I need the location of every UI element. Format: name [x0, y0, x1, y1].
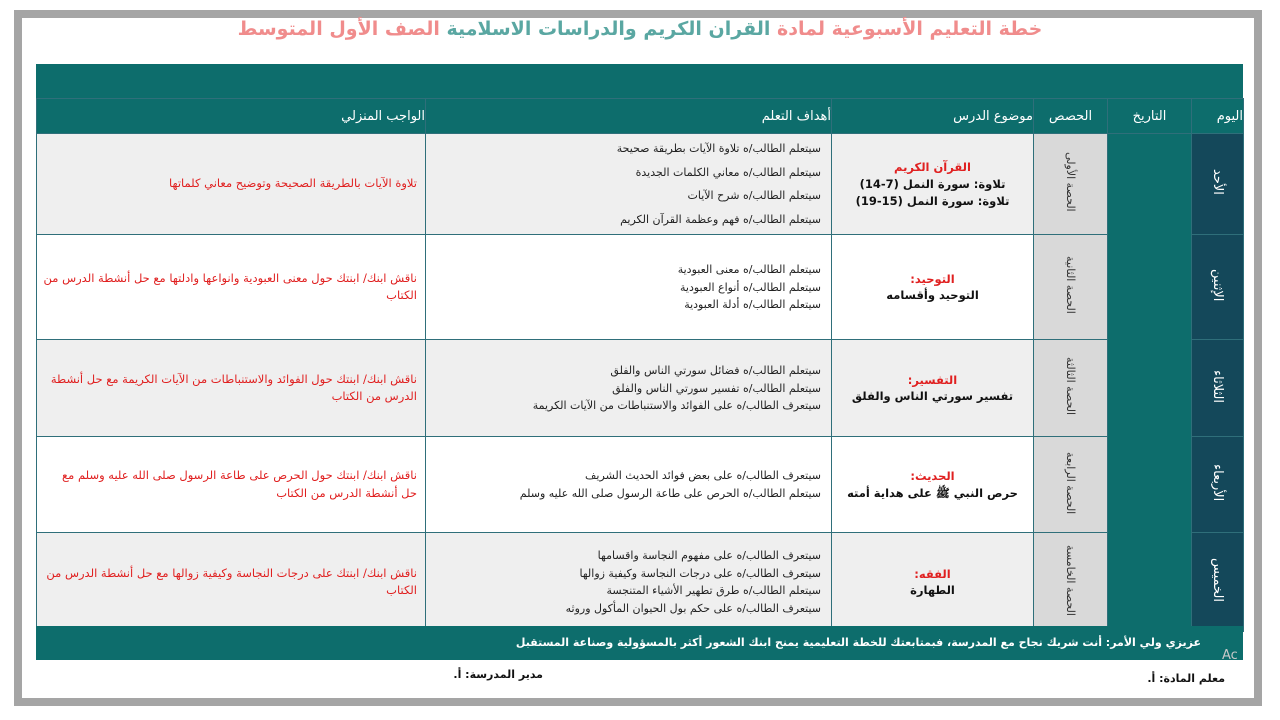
- top-banner: [36, 64, 1243, 98]
- topic-cell: الفقه: الطهارة: [832, 533, 1034, 632]
- homework-cell: ناقش ابنك/ ابنتك على درجات النجاسة وكيفية زوالها مع حل أنشطة الدرس من الكتاب: [37, 533, 426, 632]
- homework-cell: ناقش ابنك/ ابنتك حول الحرص على طاعة الرسول صلى الله عليه وسلم مع حل أنشطة الدرس من الكتاب: [37, 437, 426, 533]
- header-goals: أهداف التعلم: [426, 99, 832, 134]
- table-row: [37, 340, 1244, 437]
- period-cell: الحصة الخامسة: [1034, 533, 1108, 632]
- weekly-plan-table: [36, 98, 1244, 632]
- day-cell: الخميس: [1192, 533, 1244, 632]
- header-topic: موضوع الدرس: [832, 99, 1034, 134]
- table-row: [37, 235, 1244, 340]
- homework-cell: تلاوة الآيات بالطريقة الصحيحة وتوضيح معاني كلماتها: [37, 134, 426, 235]
- topic-cell: القرآن الكريم تلاوة: سورة النمل (7-14) تلاوة: سورة النمل (15-19): [832, 134, 1034, 235]
- header-date: التاريخ: [1108, 99, 1192, 134]
- header-period: الحصص: [1034, 99, 1108, 134]
- title-part-1: خطة التعليم الأسبوعية لمادة: [777, 18, 1043, 40]
- table-row: [37, 533, 1244, 632]
- parent-note-banner: عزيزي ولي الأمر: أنت شريك نجاح مع المدرسة، فبمتابعتك للخطة التعليمية يمنح ابنك الشعور أكثر بالمسؤولية وصناعة المستقبل: [36, 626, 1243, 660]
- day-cell: الثلاثاء: [1192, 340, 1244, 437]
- topic-cell: التوحيد: التوحيد وأقسامه: [832, 235, 1034, 340]
- teacher-signature: معلم المادة: أ.: [1147, 672, 1225, 685]
- date-cell: [1108, 134, 1192, 632]
- day-cell: الأربعاء: [1192, 437, 1244, 533]
- day-cell: الإثنين: [1192, 235, 1244, 340]
- day-cell: الأحد: [1192, 134, 1244, 235]
- page-title: [0, 18, 1280, 40]
- header-homework: الواجب المنزلي: [37, 99, 426, 134]
- header-row: [37, 99, 1244, 134]
- period-cell: الحصة الثالثة: [1034, 340, 1108, 437]
- goals-cell: سيتعلم الطالب/ه معنى العبودية سيتعلم الطالب/ه أنواع العبودية سيتعلم الطالب/ه أدلة العبودية: [426, 235, 832, 340]
- homework-cell: ناقش ابنك/ ابنتك حول الفوائد والاستنباطات من الآيات الكريمة مع حل أنشطة الدرس من الكتاب: [37, 340, 426, 437]
- homework-cell: ناقش ابنك/ ابنتك حول معنى العبودية وانواعها وادلتها مع حل أنشطة الدرس من الكتاب: [37, 235, 426, 340]
- title-part-3: الصف الأول المتوسط: [237, 18, 440, 40]
- principal-signature: مدير المدرسة: أ.: [453, 668, 543, 681]
- table-row: [37, 437, 1244, 533]
- goals-cell: سيتعلم الطالب/ه تلاوة الآيات بطريقة صحيحة سيتعلم الطالب/ه معاني الكلمات الجديدة سيتعلم الطالب/ه شرح الآيات سيتعلم الطالب/ه فهم وعظمة القرآن الكريم: [426, 134, 832, 235]
- goals-cell: سيتعلم الطالب/ه فضائل سورتي الناس والفلق سيتعلم الطالب/ه تفسير سورتي الناس والفلق سيتعرف الطالب/ه على الفوائد والاستنباطات من الآيات الكريمة: [426, 340, 832, 437]
- header-day: اليوم: [1192, 99, 1244, 134]
- period-cell: الحصة الأولى: [1034, 134, 1108, 235]
- goals-cell: سيتعرف الطالب/ه على مفهوم النجاسة واقسامها سيتعرف الطالب/ه على درجات النجاسة وكيفية زوالها سيتعلم الطالب/ه طرق تطهير الأشياء المتنجسة سيتعرف الطالب/ه على حكم بول الحيوان المأكول وروثه: [426, 533, 832, 632]
- topic-cell: التفسير: تفسير سورتي الناس والفلق: [832, 340, 1034, 437]
- goals-cell: سيتعرف الطالب/ه على بعض فوائد الحديث الشريف سيتعلم الطالب/ه الحرص على طاعة الرسول صلى الله عليه وسلم: [426, 437, 832, 533]
- period-cell: الحصة الثانية: [1034, 235, 1108, 340]
- title-part-2: القران الكريم والدراسات الاسلامية: [446, 18, 771, 40]
- activation-watermark: Ac: [1222, 648, 1238, 663]
- period-cell: الحصة الرابعة: [1034, 437, 1108, 533]
- signature-row: [36, 660, 1243, 690]
- table-row: [37, 134, 1244, 235]
- topic-cell: الحديث: حرص النبي ﷺ على هداية أمته: [832, 437, 1034, 533]
